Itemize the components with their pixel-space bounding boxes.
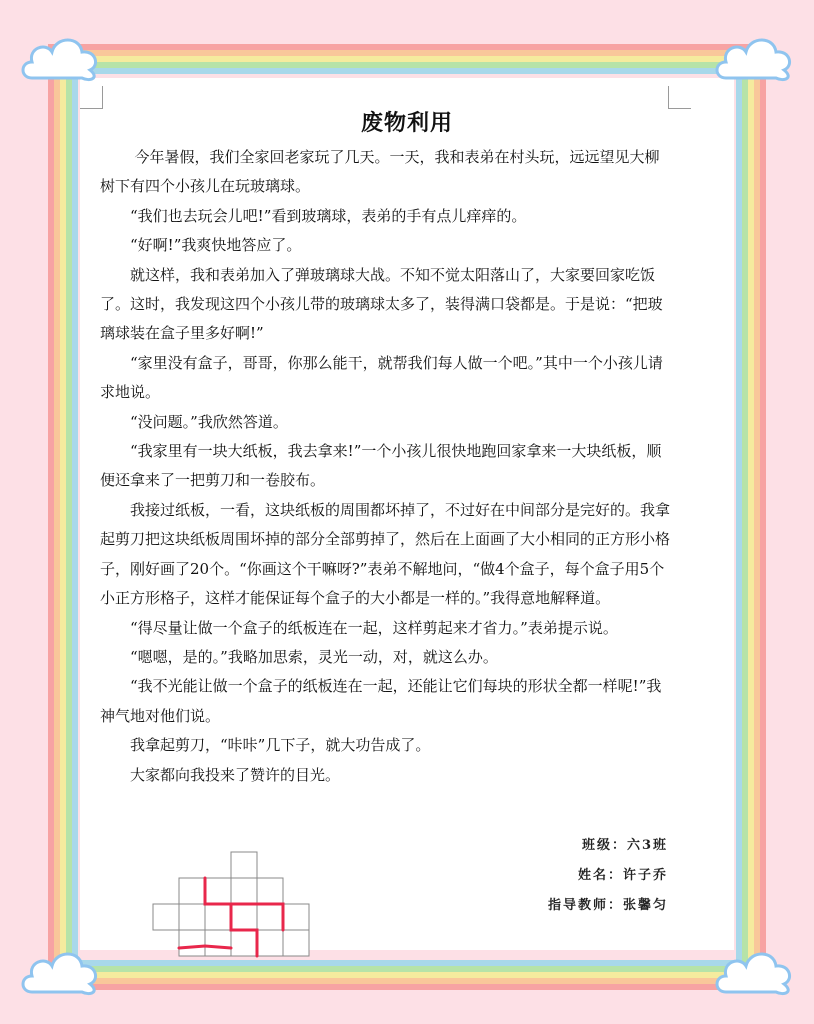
paragraph: 今年暑假，我们全家回老家玩了几天。一天，我和表弟在村头玩，远远望见大柳树下有四个小孩儿在玩玻璃球。 bbox=[100, 148, 660, 196]
paragraph: “好啊!”我爽快地答应了。 bbox=[130, 236, 302, 255]
paragraph: 我接过纸板，一看，这块纸板的周围都坏掉了，不过好在中间部分是完好的。我拿起剪刀把这块纸板周围坏掉的部分全部剪掉了，然后在上面画了大小相同的正方形小格子，刚好画了20个。“你画这个干嘛呀?”表弟不解地问，“做4个盒子，每个盒子用5个小正方形格子，这样才能保证每个盒子的大小都是一样的。”我得意地解释道。 bbox=[100, 500, 671, 608]
paragraph: “我家里有一块大纸板，我去拿来!”一个小孩儿很快地跑回家拿来一大块纸板，顺便还拿来了一把剪刀和一卷胶布。 bbox=[100, 442, 662, 490]
paragraph: 就这样，我和表弟加入了弹玻璃球大战。不知不觉太阳落山了，大家要回家吃饭了。这时，我发现这四个小孩儿带的玻璃球太多了，装得满口袋都是。于是说：“把玻璃球装在盒子里多好啊!” bbox=[100, 265, 663, 343]
cloud-icon bbox=[18, 30, 102, 84]
paragraph: “我不光能让做一个盒子的纸板连在一起，还能让它们每块的形状全都一样呢!”我神气地对他们说。 bbox=[100, 677, 662, 725]
cloud-icon bbox=[712, 30, 796, 84]
essay-title: 废物利用 bbox=[360, 110, 453, 136]
essay-body bbox=[100, 143, 670, 790]
paragraph: 我拿起剪刀，“咔咔”几下子，就大功告成了。 bbox=[130, 736, 431, 755]
cutting-grid-diagram bbox=[148, 850, 313, 962]
paragraph: 大家都向我投来了赞许的目光。 bbox=[130, 765, 341, 784]
class-line: 班级：六3班 bbox=[581, 838, 668, 853]
paragraph: “家里没有盒子，哥哥，你那么能干，就帮我们每人做一个吧。”其中一个小孩儿请求地说。 bbox=[100, 353, 663, 402]
paragraph: “得尽量让做一个盒子的纸板连在一起，这样剪起来才省力。”表弟提示说。 bbox=[130, 618, 618, 637]
teacher-line: 指导教师：张馨匀 bbox=[547, 898, 668, 913]
paragraph: “嗯嗯，是的。”我略加思索，灵光一动，对，就这么办。 bbox=[130, 647, 498, 666]
student-name-line: 姓名：许子乔 bbox=[577, 868, 668, 883]
paragraph: “我们也去玩会儿吧!”看到玻璃球，表弟的手有点儿痒痒的。 bbox=[130, 206, 527, 225]
cloud-icon bbox=[712, 944, 796, 998]
paragraph: “没问题。”我欣然答道。 bbox=[130, 412, 288, 431]
cloud-icon bbox=[18, 944, 102, 998]
